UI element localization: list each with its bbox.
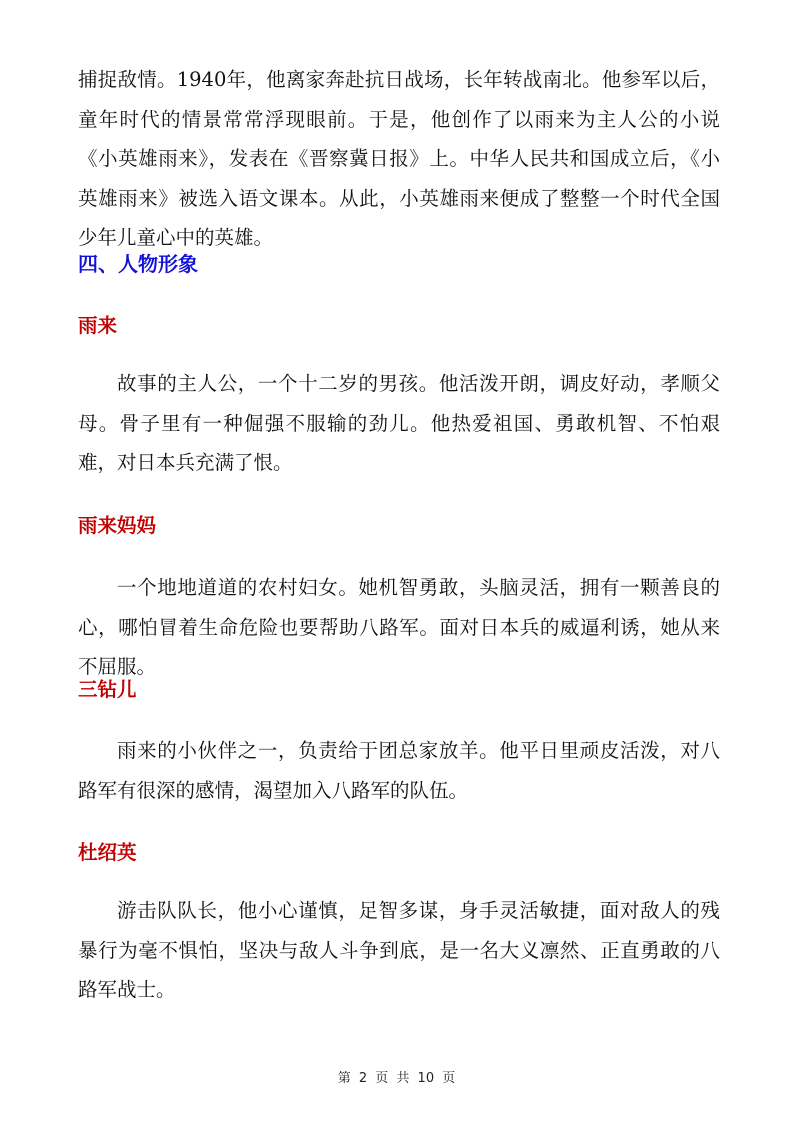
character-description-sanzuaner: 雨来的小伙伴之一，负责给于团总家放羊。他平日里顽皮活泼，对八路军有很深的感情，渴望加入八路军的队伍。 [78, 739, 720, 802]
character-description-du-shaoying: 游击队队长，他小心谨慎，足智多谋，身手灵活敏捷，面对敌人的残暴行为毫不惧怕，坚决与敌人斗争到底，是一名大义凛然、正直勇敢的八路军战士。 [78, 899, 720, 1001]
character-description-yulai: 故事的主人公，一个十二岁的男孩。他活泼开朗，调皮好动，孝顺父母。骨子里有一种倔强不服输的劲儿。他热爱祖国、勇敢机智、不怕艰难，对日本兵充满了恨。 [78, 372, 720, 474]
section-heading-character-images: 四、人物形象 [78, 252, 198, 276]
character-description-yulai-mother: 一个地地道道的农村妇女。她机智勇敢，头脑灵活，拥有一颗善良的心，哪怕冒着生命危险也要帮助八路军。面对日本兵的威逼利诱，她从来不屈服。 [78, 576, 720, 678]
character-heading-sanzuaner: 三钻儿 [78, 678, 137, 701]
character-heading-du-shaoying: 杜绍英 [78, 841, 137, 864]
intro-paragraph: 捕捉敌情。1940年，他离家奔赴抗日战场，长年转战南北。他参军以后，童年时代的情景常常浮现眼前。于是，他创作了以雨来为主人公的小说《小英雄雨来》，发表在《晋察冀日报》上。中华人民共和国成立后，《小英雄雨来》被选入语文课本。从此，小英雄雨来便成了整整一个时代全国少年儿童心中的英雄。 [78, 68, 720, 249]
character-heading-yulai: 雨来 [78, 314, 118, 337]
character-heading-yulai-mother: 雨来妈妈 [78, 514, 157, 537]
page-footer: 第 2 页 共 10 页 [337, 1071, 456, 1086]
